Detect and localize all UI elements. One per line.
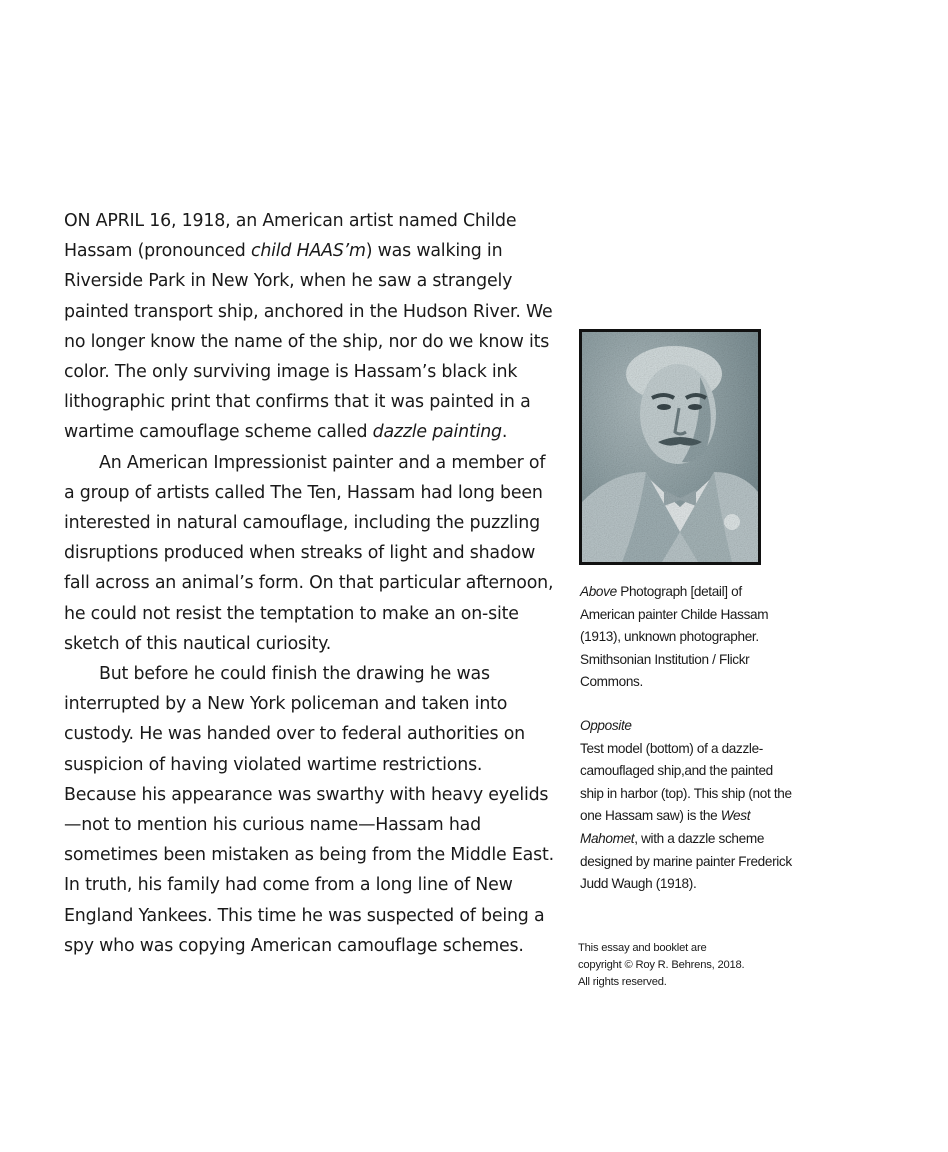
caption-above-lead: Above: [580, 584, 617, 599]
portrait-image: [582, 332, 758, 562]
caption-opposite-text: [580, 738, 795, 896]
caption-opposite-lead-line: [580, 715, 795, 738]
caption-opposite-lead: Opposite: [580, 718, 632, 733]
caption-above: [580, 581, 795, 694]
pronunciation: child HAAS’m: [250, 241, 366, 262]
essay-p1-end: .: [501, 422, 508, 443]
copyright-line-3: All rights reserved.: [578, 975, 667, 988]
caption-opposite-body: Test model (bottom) of a dazzle-camouflaged ship,and the painted ship in harbor (top). This ship (not the one Hassam saw) is the: [580, 740, 792, 824]
essay-p1-text-cont: ) was walking in Riverside Park in New York, when he saw a strangely painted transport ship, anchored in the Hudson River. We no longer know the name of the ship, nor do we know its color. The only surviving image is Hassam’s black ink lithographic print that confirms that it was painted in a wartime camouflage scheme called: [64, 241, 553, 443]
dazzle-term: dazzle painting: [372, 422, 502, 443]
caption-opposite-body-end: , with a dazzle scheme designed by marine painter Frederick Judd Waugh (1918).: [580, 830, 792, 892]
portrait-photo: [579, 329, 761, 565]
caption-opposite: [580, 715, 795, 896]
ship-name: West Mahomet: [580, 808, 751, 846]
essay-paragraph-3: But before he could finish the drawing he was interrupted by a New York policeman and taken into custody. He was handed over to federal authorities on suspicion of having violated wartime restrictions. Because his appearance was swarthy with heavy eyelids—not to mention his curious name—Hassam had sometimes been mistaken as being from the Middle East. In truth, his family had come from a long line of New England Yankees. This time he was suspected of being a spy who was copying American camouflage schemes.: [64, 664, 554, 956]
caption-above-body: Photograph [detail] of American painter Childe Hassam (1913), unknown photographer. Smithsonian Institution / Flickr Commons.: [580, 584, 769, 690]
essay-paragraph-2: An American Impressionist painter and a member of a group of artists called The Ten, Hassam had long been interested in natural camouflage, including the puzzling disruptions produced when streaks of light and shadow fall across an animal’s form. On that particular afternoon, he could not resist the temptation to make an on-site sketch of this nautical curiosity.: [64, 452, 554, 654]
copyright-line-2: copyright © Roy R. Behrens, 2018.: [578, 958, 745, 971]
copyright-notice: [578, 940, 793, 990]
copyright-line-1: This essay and booklet are: [578, 942, 707, 954]
essay-paragraph-1: [64, 206, 556, 448]
caption-above-text: [580, 581, 795, 694]
essay-body: [64, 206, 556, 961]
essay-p1-text: ON APRIL 16, 1918, an American artist named Childe Hassam (pronounced: [64, 211, 517, 262]
